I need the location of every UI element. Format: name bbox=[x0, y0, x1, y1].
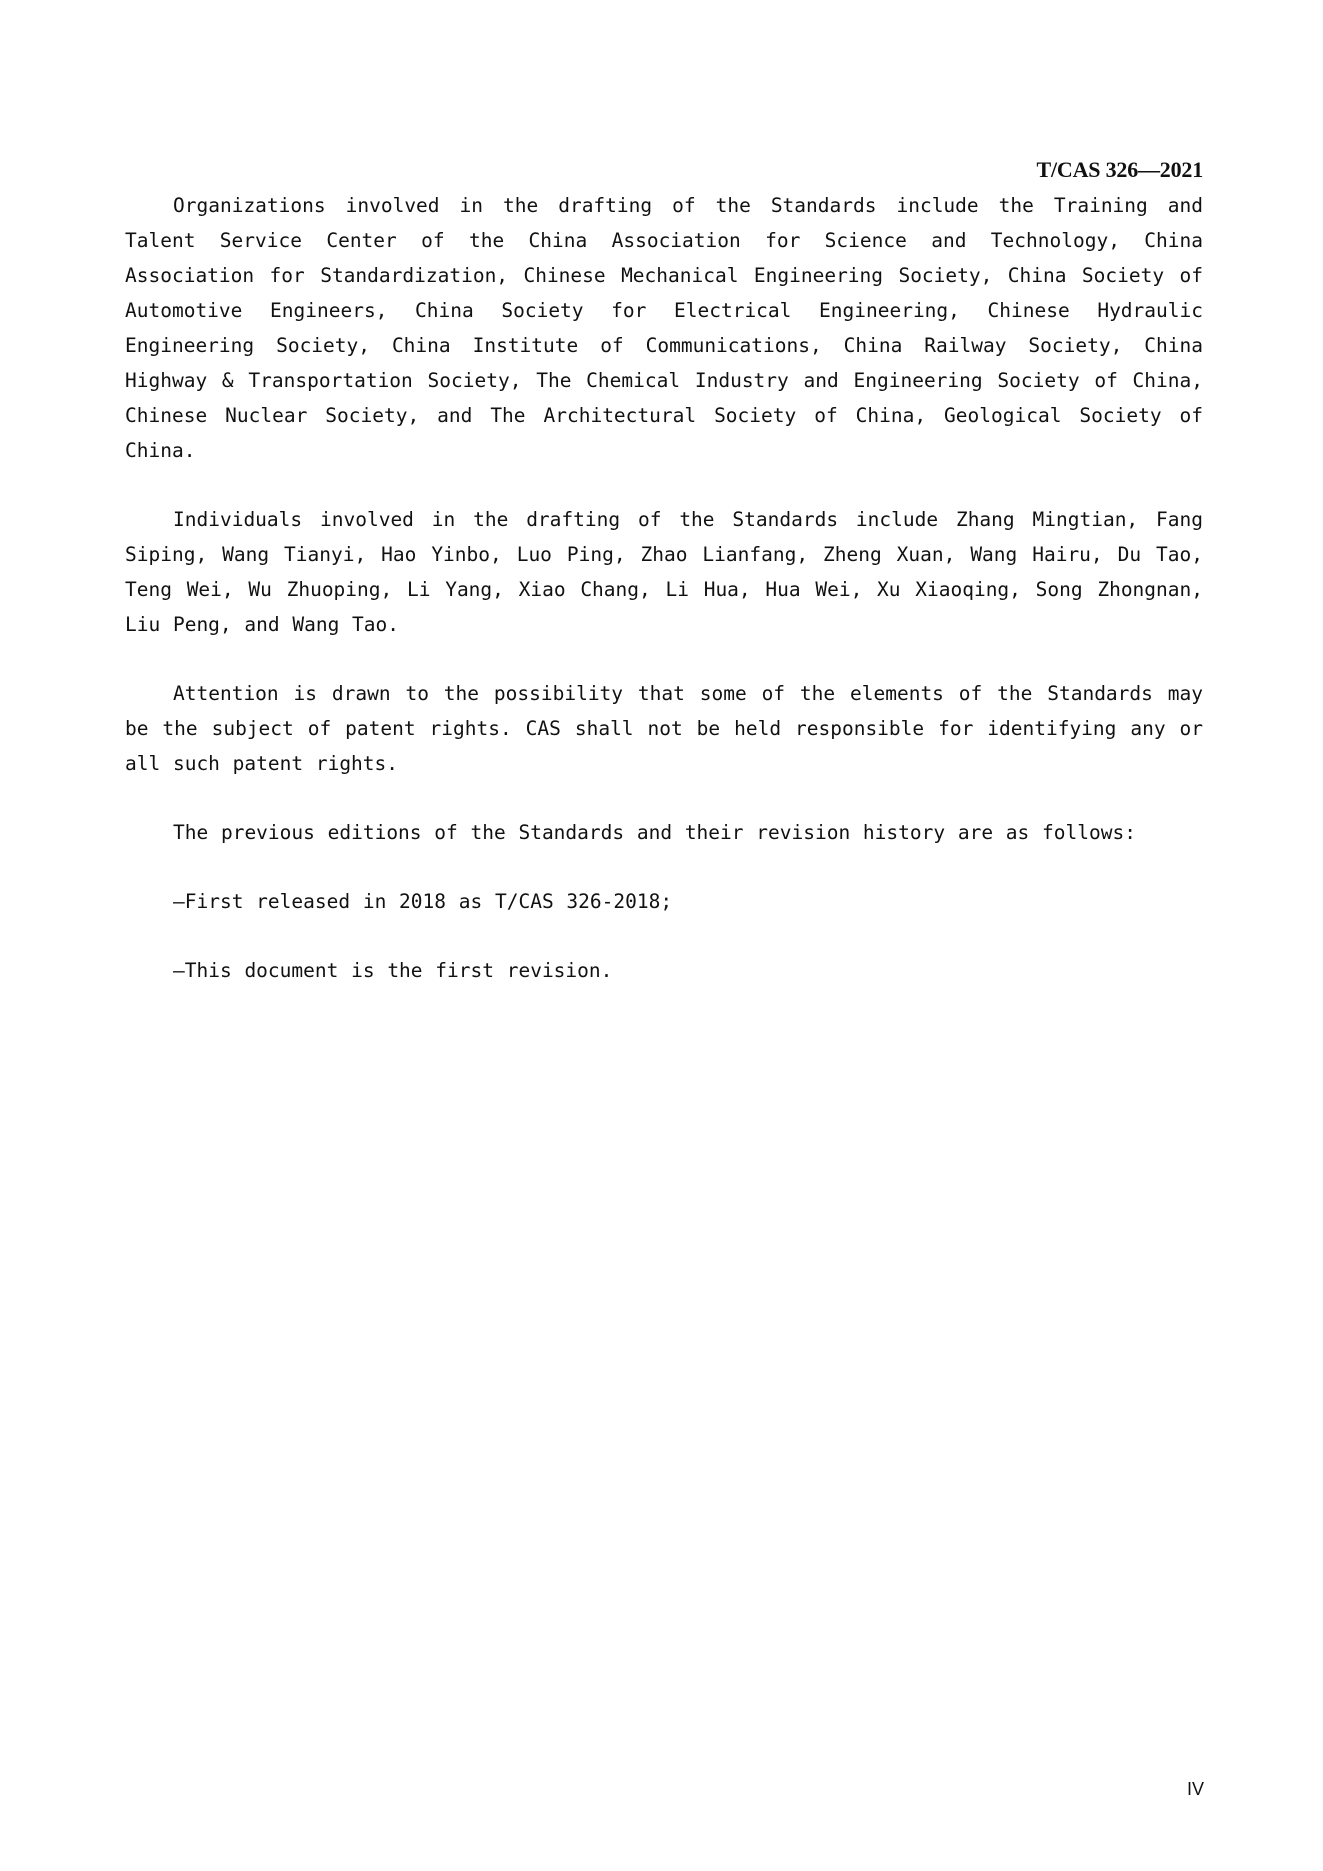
revision-history-item: —First released in 2018 as T/CAS 326-2018; bbox=[173, 890, 673, 913]
revision-history-intro: The previous editions of the Standards and their revision history are as follows: bbox=[173, 821, 1136, 844]
revision-history-item: —This document is the first revision. bbox=[173, 959, 613, 982]
revision-history-list bbox=[125, 884, 1203, 988]
drafting-individuals-paragraph: Individuals involved in the drafting of the Standards include Zhang Mingtian, Fang Siping, Wang Tianyi, Hao Yinbo, Luo Ping, Zhao Lianfang, Zheng Xuan, Wang Hairu, Du Tao, Teng Wei, Wu Zhuoping, Li Yang, Xiao Chang, Li Hua, Hua Wei, Xu Xiaoqing, Song Zhongnan, Liu Peng, and Wang Tao. bbox=[125, 508, 1203, 636]
document-code-header: T/CAS 326—2021 bbox=[1036, 157, 1203, 182]
page-number: IV bbox=[1186, 1779, 1204, 1799]
page-body bbox=[125, 188, 1203, 1022]
patent-notice-paragraph: Attention is drawn to the possibility that some of the elements of the Standards may be the subject of patent rights. CAS shall not be held responsible for identifying any or all such patent rights. bbox=[125, 682, 1203, 775]
drafting-organizations-paragraph: Organizations involved in the drafting of the Standards include the Training and Talent Service Center of the China Association for Science and Technology, China Association for Standardization, Chinese Mechanical Engineering Society, China Society of Automotive Engineers, China Society for Electrical Engineering, Chinese Hydraulic Engineering Society, China Institute of Communications, China Railway Society, China Highway & Transportation Society, The Chemical Industry and Engineering Society of China, Chinese Nuclear Society, and The Architectural Society of China, Geological Society of China. bbox=[125, 194, 1203, 462]
